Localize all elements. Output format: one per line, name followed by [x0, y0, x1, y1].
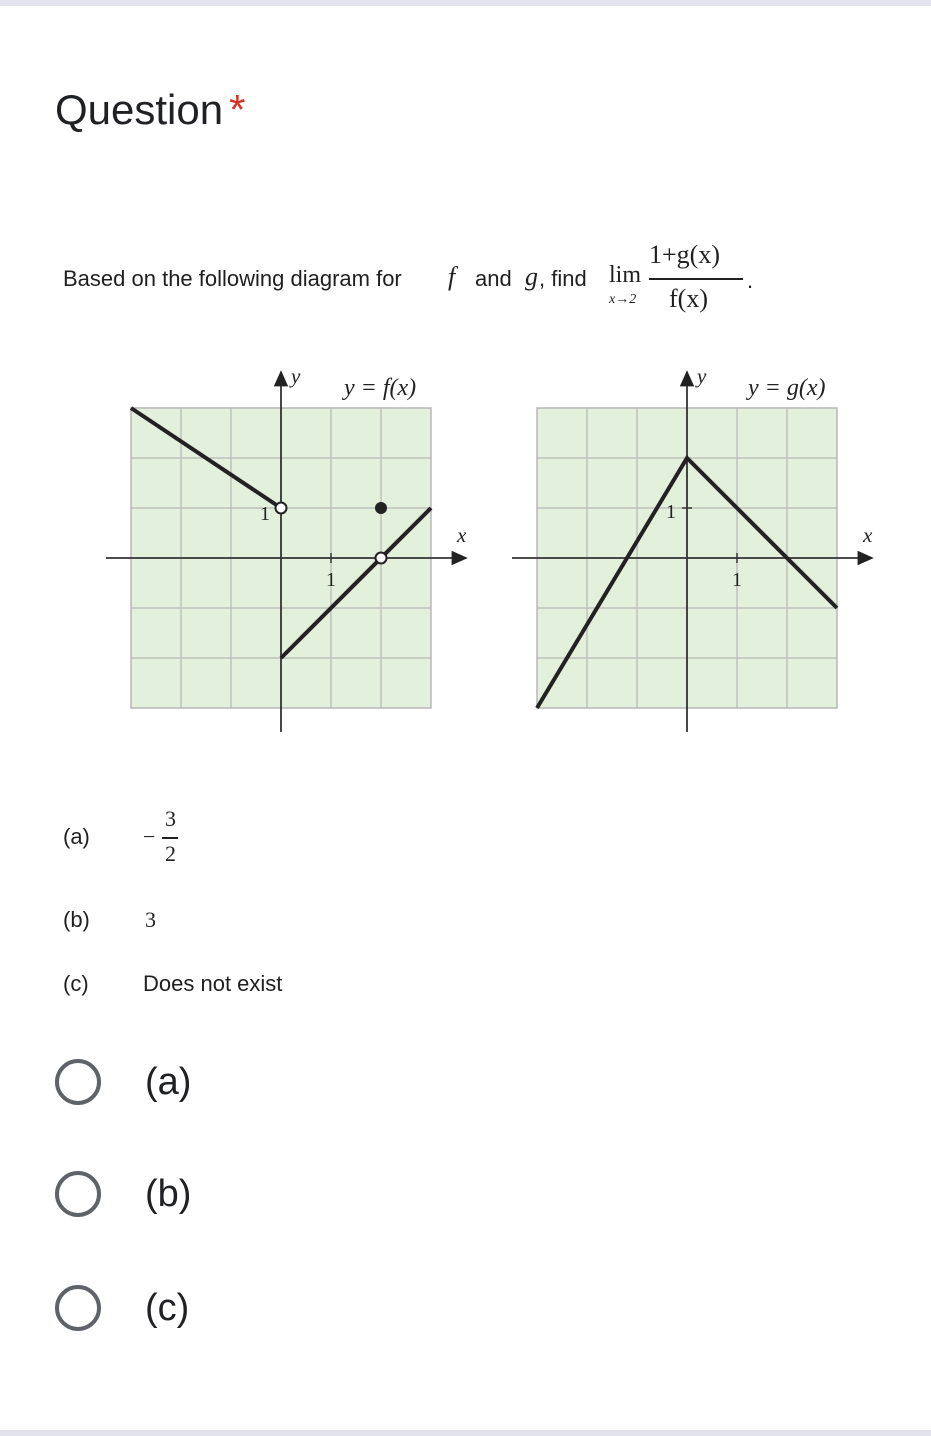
radio-option-b[interactable]	[55, 1171, 455, 1227]
g-x-tick-1: 1	[732, 569, 742, 591]
period: .	[747, 268, 754, 293]
g-y-axis-label: y	[697, 364, 707, 388]
radio-circle-b[interactable]	[55, 1171, 101, 1217]
and-text: and	[475, 266, 512, 291]
g-symbol: g	[525, 262, 538, 291]
radio-label-a: (a)	[145, 1061, 192, 1103]
graphs-figure	[0, 350, 931, 750]
g-y-tick-1: 1	[666, 501, 676, 523]
choice-a-label: (a)	[63, 824, 90, 849]
f-y-axis-label: y	[291, 364, 301, 388]
choice-a-fraction	[143, 806, 193, 876]
lim-subscript: x→2	[609, 292, 637, 307]
radio-option-a[interactable]	[55, 1059, 455, 1115]
bottom-border	[0, 1430, 931, 1436]
question-title	[55, 84, 245, 136]
lim-text: lim	[609, 262, 642, 288]
f-y-tick-1: 1	[260, 503, 270, 525]
fraction-denominator: f(x)	[669, 284, 708, 313]
choice-a-numerator: 3	[165, 806, 176, 831]
radio-circle-a[interactable]	[55, 1059, 101, 1105]
choice-c-value: Does not exist	[143, 971, 283, 996]
fraction-numerator: 1+g(x)	[649, 240, 720, 269]
question-prompt	[63, 240, 803, 324]
f-graph-title: y = f(x)	[344, 375, 417, 401]
top-border	[0, 0, 931, 6]
f-x-tick-1: 1	[326, 569, 336, 591]
find-text: , find	[539, 266, 587, 291]
radio-option-c[interactable]	[55, 1285, 455, 1341]
choice-a-denominator: 2	[165, 841, 176, 866]
f-open-point-y-axis	[276, 503, 287, 514]
f-x-axis-label: x	[457, 523, 467, 547]
question-title-text: Question	[55, 86, 224, 133]
g-x-axis-label: x	[863, 523, 873, 547]
choice-a-minus: −	[143, 824, 156, 849]
required-asterisk: *	[229, 86, 246, 133]
f-filled-point-x2	[375, 502, 387, 514]
choice-a-fraction-bar	[162, 837, 178, 839]
f-symbol: f	[448, 262, 456, 291]
prompt-prefix: Based on the following diagram for	[63, 266, 402, 291]
choice-b-label: (b)	[63, 907, 90, 932]
choice-c-label: (c)	[63, 971, 89, 996]
g-graph-title: y = g(x)	[748, 375, 826, 401]
radio-circle-c[interactable]	[55, 1285, 101, 1331]
choice-b-value: 3	[145, 907, 156, 932]
radio-label-b: (b)	[145, 1173, 192, 1215]
g-graph	[512, 364, 873, 732]
radio-label-c: (c)	[145, 1287, 190, 1329]
f-open-point-x2	[376, 553, 387, 564]
f-graph	[106, 364, 467, 732]
fraction-bar	[649, 278, 743, 280]
